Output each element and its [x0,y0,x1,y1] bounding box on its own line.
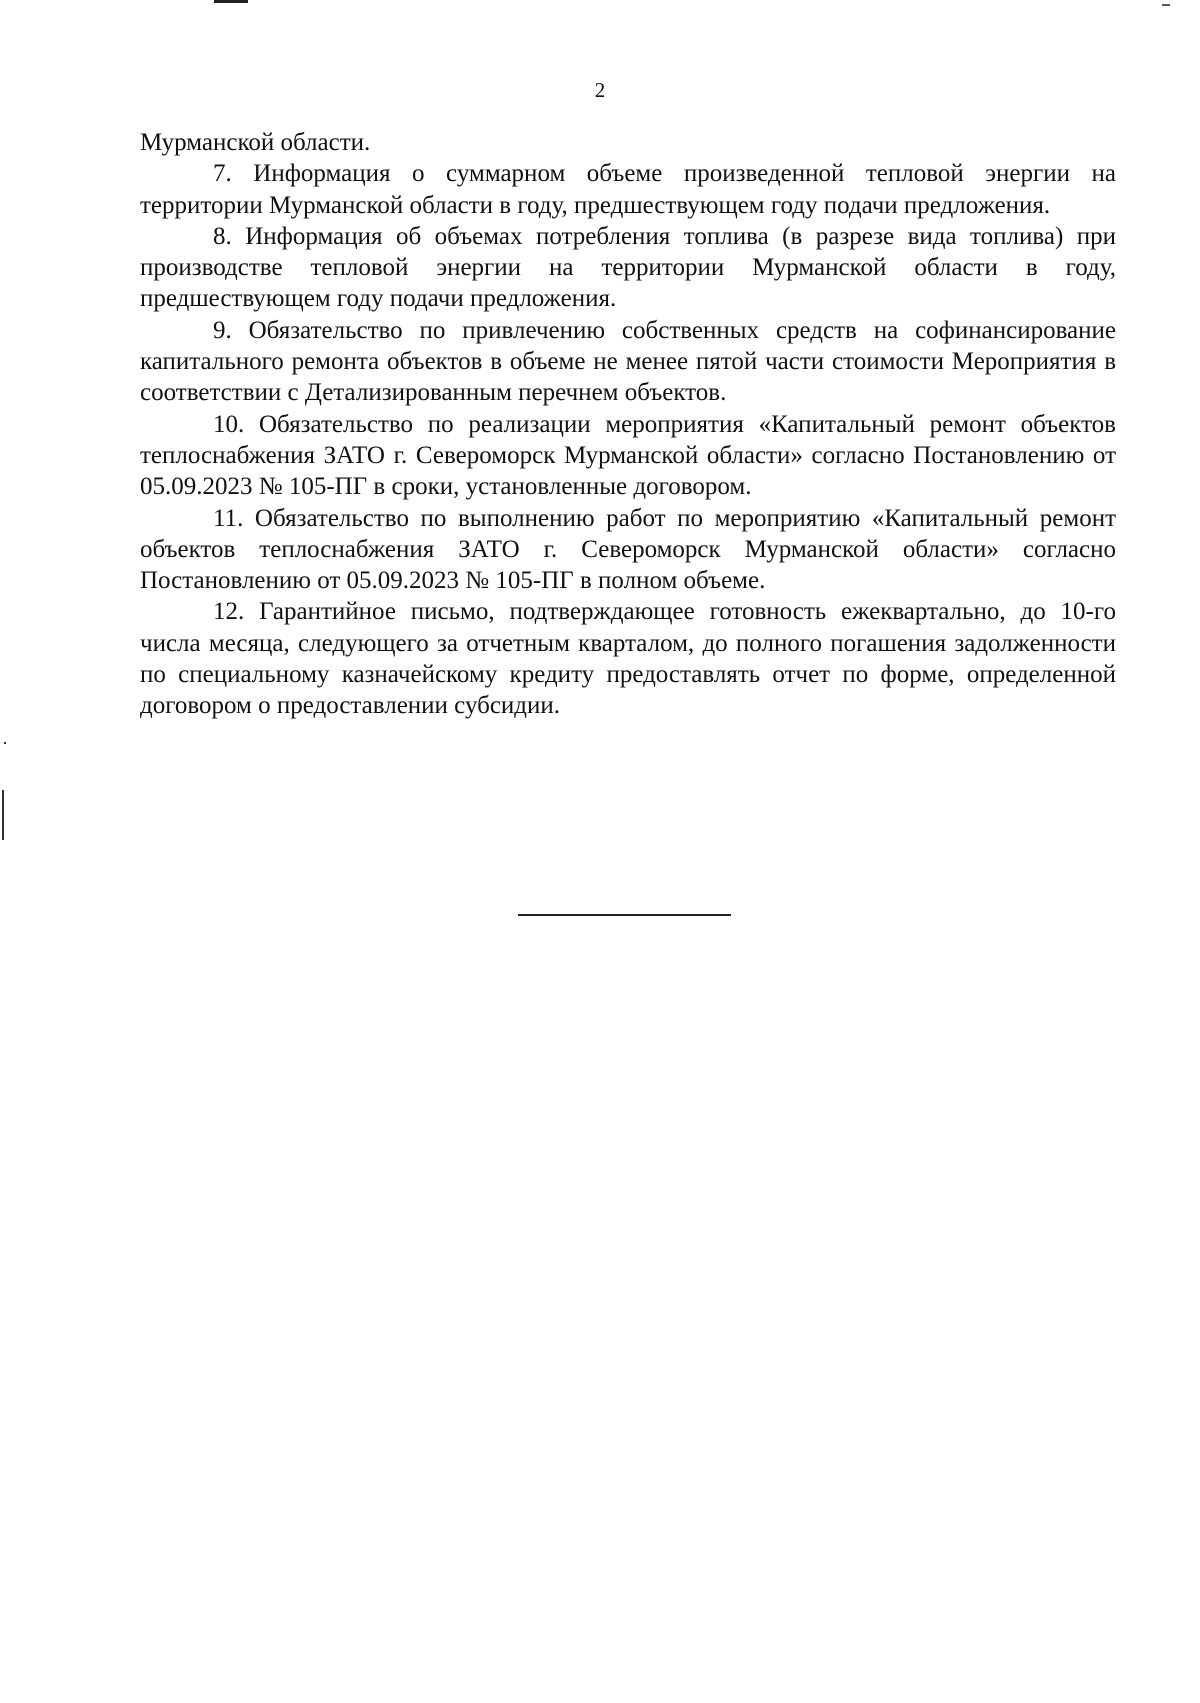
paragraph-item-7: 7. Информация о суммарном объеме произведенной тепловой энергии на территории Мурманской области в году, предшествующем году подачи предложения. [140,160,1116,219]
scan-artifact-corner [1162,4,1170,6]
paragraph-item-8: 8. Информация об объемах потребления топлива (в разрезе вида топлива) при производстве тепловой энергии на территории Мурманской области в году, предшествующем году подачи предложения. [140,222,1116,313]
paragraph-item-12: 12. Гарантийное письмо, подтверждающее готовность ежеквартально, до 10-го числа месяца, следующего за отчетным кварталом, до полного погашения задолженности по специальному казначейскому кредиту предоставлять отчет по форме, определенной договором о предоставлении субсидии. [140,598,1116,720]
paragraph-item-11: 11. Обязательство по выполнению работ по мероприятию «Капитальный ремонт объектов теплоснабжения ЗАТО г. Североморск Мурманской области» согласно Постановлению от 05.09.2023 № 105-ПГ в полном объеме. [140,504,1116,595]
paragraph-continuation: Мурманской области. [140,129,371,156]
document-body [140,127,1116,722]
scan-artifact-top [214,0,248,3]
page-number: 2 [594,78,606,102]
end-divider [518,914,731,916]
scan-artifact-left [2,790,4,840]
paragraph-item-10: 10. Обязательство по реализации мероприятия «Капитальный ремонт объектов теплоснабжения ЗАТО г. Североморск Мурманской области» согласно Постановлению от 05.09.2023 № 105-ПГ в сроки, установленные договором. [140,410,1116,501]
paragraph-item-9: 9. Обязательство по привлечению собственных средств на софинансирование капитального ремонта объектов в объеме не менее пятой части стоимости Мероприятия в соответствии с Детализированным перечнем объектов. [140,316,1116,407]
scan-artifact-dot [4,742,6,744]
